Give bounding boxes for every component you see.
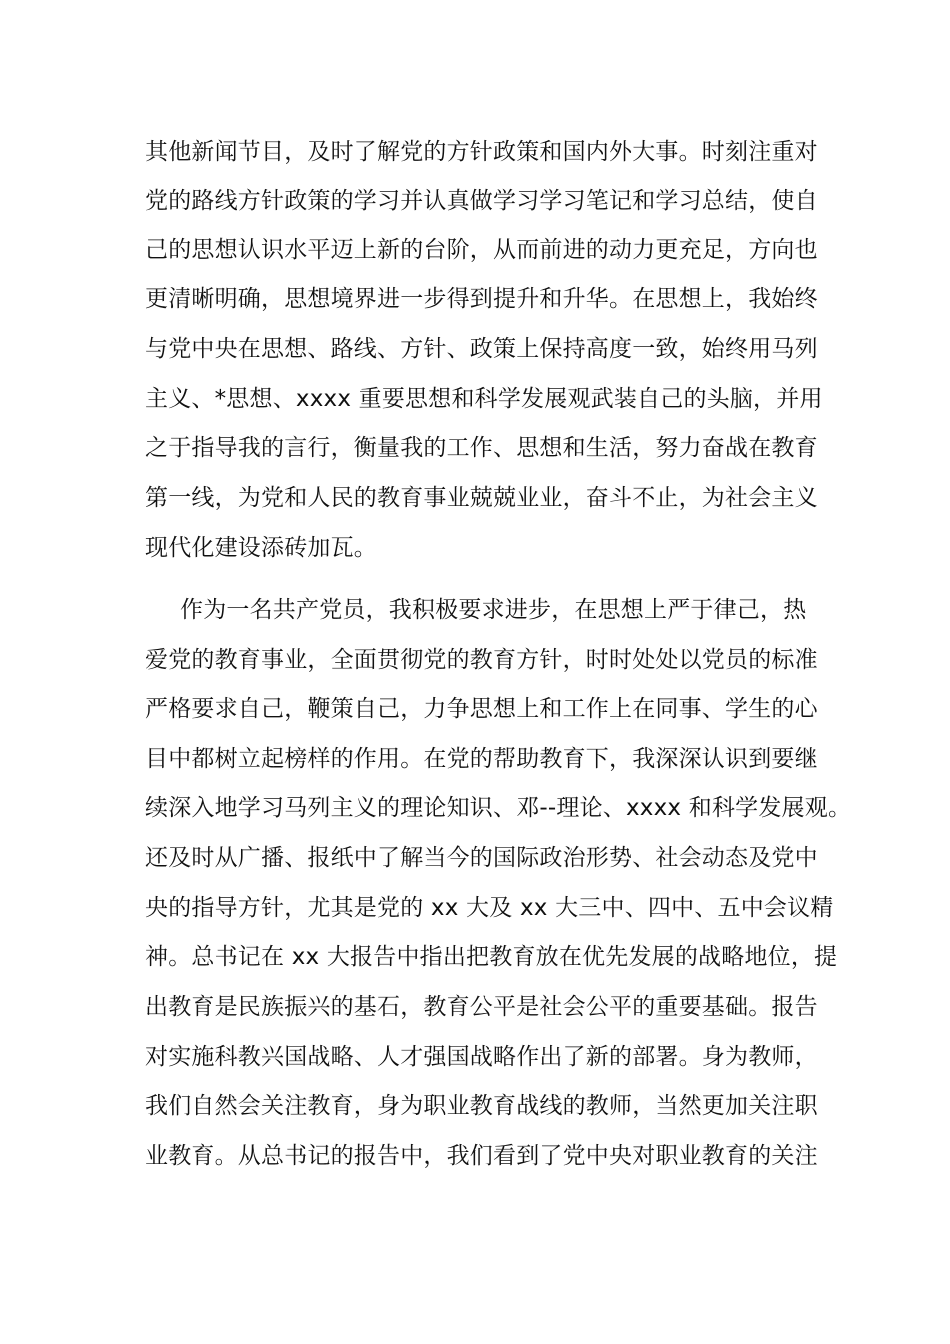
paragraph-1-line-5: 与党中央在思想、路线、方针、政策上保持高度一致，始终用马列 <box>145 336 818 362</box>
paragraph-1-line-4: 更清晰明确，思想境界进一步得到提升和升华。在思想上，我始终 <box>145 286 818 312</box>
paragraph-2-line-6: 还及时从广播、报纸中了解当今的国际政治形势、社会动态及党中 <box>145 845 818 871</box>
paragraph-2-line-9: 出教育是民族振兴的基石，教育公平是社会公平的重要基础。报告 <box>145 994 818 1020</box>
paragraph-2-line-12: 业教育。从总书记的报告中，我们看到了党中央对职业教育的关注 <box>145 1143 818 1169</box>
paragraph-2-line-1: 作为一名共产党员，我积极要求进步，在思想上严于律己，热 <box>180 597 807 623</box>
paragraph-1-line-9: 现代化建设添砖加瓦。 <box>145 535 377 561</box>
paragraph-2-line-11: 我们自然会关注教育，身为职业教育战线的教师，当然更加关注职 <box>145 1093 818 1119</box>
paragraph-2-line-7: 央的指导方针，尤其是党的 xx 大及 xx 大三中、四中、五中会议精 <box>145 895 834 921</box>
paragraph-1-line-7: 之于指导我的言行，衡量我的工作、思想和生活，努力奋战在教育 <box>145 435 818 461</box>
paragraph-1-line-6: 主义、*思想、xxxx 重要思想和科学发展观武装自己的头脑，并用 <box>145 386 823 412</box>
paragraph-2-line-4: 目中都树立起榜样的作用。在党的帮助教育下，我深深认识到要继 <box>145 746 818 772</box>
paragraph-1-line-3: 己的思想认识水平迈上新的台阶，从而前进的动力更充足，方向也 <box>145 237 818 263</box>
paragraph-2-line-10: 对实施科教兴国战略、人才强国战略作出了新的部署。身为教师， <box>145 1044 818 1070</box>
paragraph-2-line-3: 严格要求自己，鞭策自己，力争思想上和工作上在同事、学生的心 <box>145 696 818 722</box>
paragraph-1-line-2: 党的路线方针政策的学习并认真做学习学习笔记和学习总结，使自 <box>145 188 818 214</box>
paragraph-2-line-2: 爱党的教育事业，全面贯彻党的教育方针，时时处处以党员的标准 <box>145 647 818 673</box>
paragraph-1-line-8: 第一线，为党和人民的教育事业兢兢业业，奋斗不止，为社会主义 <box>145 485 818 511</box>
paragraph-2-line-5: 续深入地学习马列主义的理论知识、邓--理论、xxxx 和科学发展观。 <box>145 795 852 821</box>
paragraph-1-line-1: 其他新闻节目，及时了解党的方针政策和国内外大事。时刻注重对 <box>145 139 818 165</box>
paragraph-2-line-8: 神。总书记在 xx 大报告中指出把教育放在优先发展的战略地位，提 <box>145 944 838 970</box>
